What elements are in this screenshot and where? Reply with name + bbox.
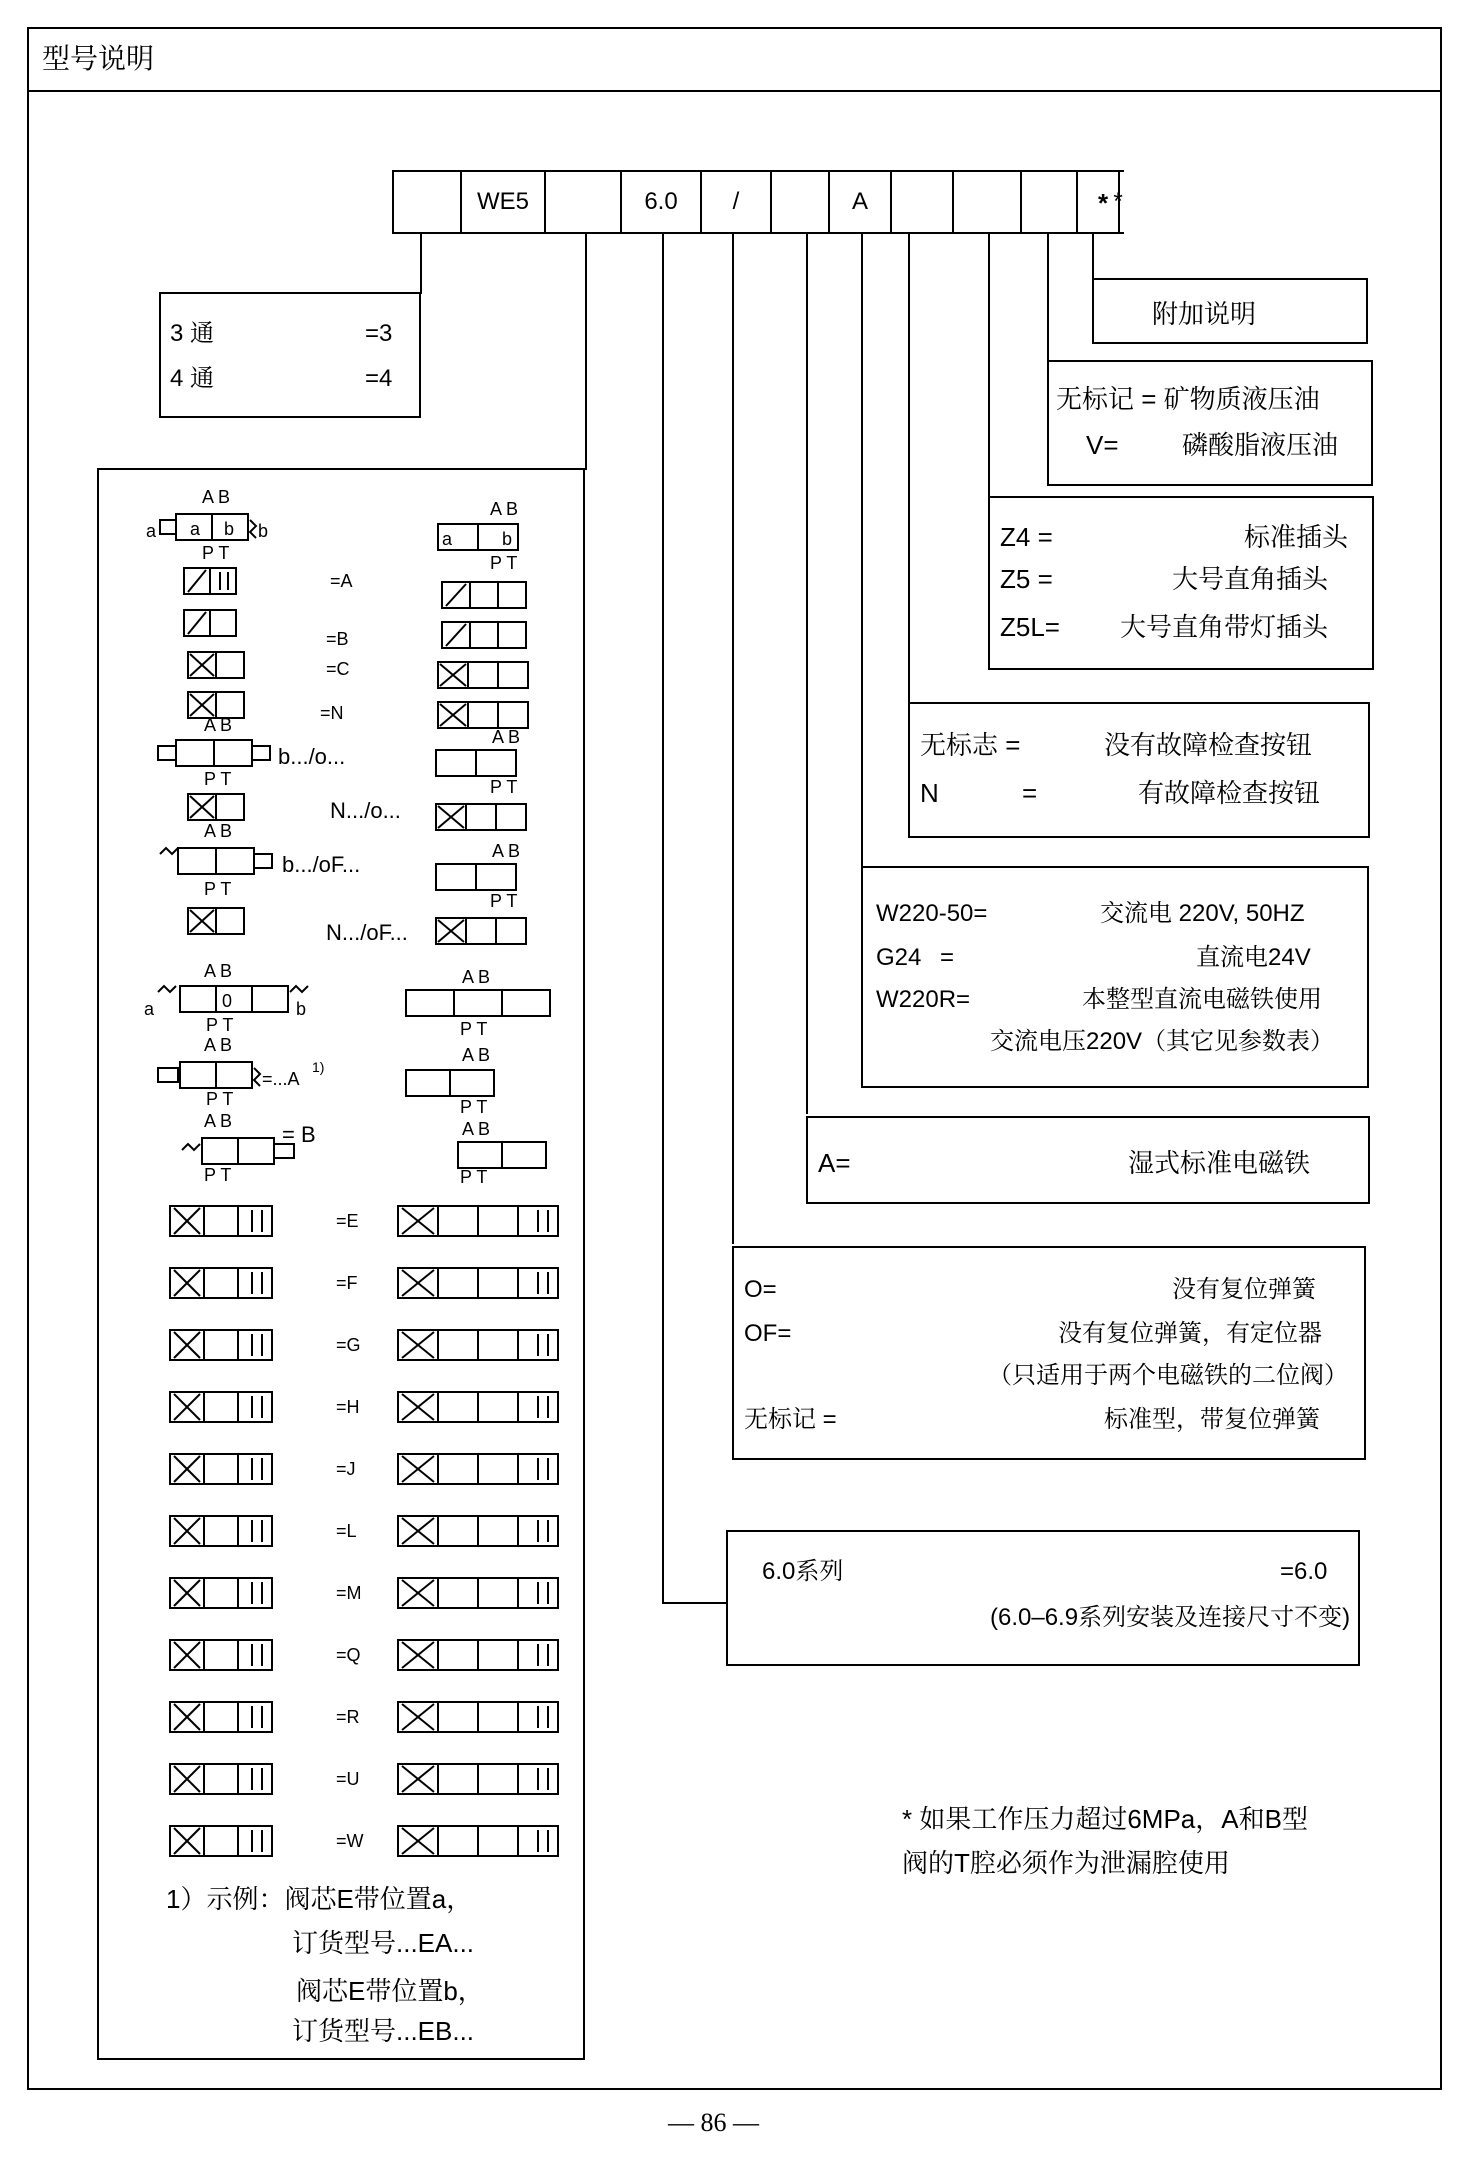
spool-symbol-right [396,1266,566,1300]
sym-a-label-4: a [144,999,155,1019]
override-row-2-eq: = [1022,778,1038,808]
spring-row-4-key: 无标记 = [744,1406,837,1433]
sym-pt-label-4r: P T [460,1019,488,1039]
valve-a-note: =...A [262,1069,300,1089]
sym-pt-label-3r: P T [490,891,518,911]
example-line-4: 订货型号...EB... [292,2016,475,2046]
ways-box [159,292,421,418]
code-cell-10 [1020,170,1078,234]
ways-4-value: =4 [365,365,393,392]
spool-symbol-b-r [440,620,530,650]
footnote-line-2: 阀的T腔必须作为泄漏腔使用 [902,1848,1230,1878]
spool-code: =E [336,1211,359,1231]
series-box [726,1530,1360,1666]
valve-a-sup: 1) [312,1059,325,1075]
sym-ab-label-6: A B [204,1111,233,1131]
spool-symbol-right [396,1762,566,1796]
sym-pt-label-5: P T [206,1089,234,1109]
solenoid-key: A= [818,1148,851,1178]
valve-symbol-o [156,738,280,768]
series-value: =6.0 [1280,1558,1328,1585]
spool-symbol-right [396,1514,566,1548]
override-row-1-key: 无标志 = [920,730,1021,760]
code-cell-9 [952,170,1022,234]
plug-z4-key: Z4 = [1000,522,1053,552]
sym-pt-label-2: P T [204,769,232,789]
plug-z5l-key: Z5L= [1000,612,1060,642]
code-cell-3 [544,170,622,234]
sym-b-label-4: b [296,999,307,1019]
voltage-row-4-value: 交流电压220V（其它见参数表） [990,1028,1335,1055]
sym-ab-label-5: A B [204,1035,233,1055]
series-note: (6.0–6.9系列安装及连接尺寸不变) [990,1604,1351,1631]
spool-code: =L [336,1521,357,1541]
spring-row-2-key: OF= [744,1320,792,1347]
spool-symbol-right [396,1204,566,1238]
fluid-row-2-value: 磷酸脂液压油 [1182,430,1339,460]
sym-pt-label-5r: P T [460,1097,488,1117]
voltage-row-2-key: G24 [876,944,922,971]
spool-symbol-left [168,1824,274,1858]
sym-b-label: b [258,521,269,541]
code-row-top [1076,170,1124,172]
spool-code: =M [336,1583,362,1603]
sym-pt-label-2r: P T [490,777,518,797]
spool-symbol-left [168,1266,274,1300]
spool-symbol-b [182,608,238,638]
code-cell-2: WE5 [460,170,546,234]
fluid-row-1: 无标记 = 矿物质液压油 [1056,384,1320,414]
voltage-row-2-eq: = [940,944,955,971]
voltage-row-3-value: 本整型直流电磁铁使用 [1082,986,1322,1013]
sym-ab-label-3r: A B [492,841,521,861]
valve-symbol-0b-r [456,1140,556,1170]
sym-zero-label-4: 0 [222,991,233,1011]
series-key: 6.0系列 [762,1558,844,1585]
code-cell-4: 6.0 [620,170,702,234]
code-cell-8 [890,170,954,234]
spool-nof-code: N.../oF... [326,920,408,945]
fluid-box [1047,360,1373,486]
code-row-bottom [1076,232,1124,234]
voltage-row-1-value: 交流电 220V, 50HZ [1100,900,1305,927]
sym-a-label: a [146,521,157,541]
spool-code: =W [336,1831,364,1851]
sym-a-inner-r: a [442,529,453,549]
spool-code: =G [336,1335,361,1355]
spool-symbol-right [396,1700,566,1734]
extra-notes-label: 附加说明 [1152,299,1257,329]
example-line-2: 订货型号...EA... [292,1928,475,1958]
sym-ab-label-2r: A B [492,727,521,747]
spool-symbol-left [168,1390,274,1424]
example-line-3: 阀芯E带位置b， [296,1976,484,2006]
sym-pt-label-6: P T [204,1165,232,1185]
spool-c-code: =C [326,659,350,679]
header-divider [27,90,1442,92]
spool-symbol-no [186,792,246,822]
ways-3-value: =3 [365,320,393,347]
plug-z5-key: Z5 = [1000,564,1053,594]
plug-z5l-value: 大号直角带灯插头 [1120,612,1329,642]
sym-ab-label: A B [202,487,231,507]
override-row-2-value: 有故障检查按钮 [1138,778,1321,808]
spool-symbol-n-r [436,700,532,730]
spool-symbol-left [168,1514,274,1548]
voltage-row-3-key: W220R= [876,986,971,1013]
spool-code: =R [336,1707,360,1727]
sym-ab-label-3: A B [204,821,233,841]
fluid-row-2-key: V= [1086,430,1119,460]
page-number: — 86 — [668,2108,759,2137]
sym-pt-label-r: P T [490,553,518,573]
footnote-line-1: * 如果工作压力超过6MPa，A和B型 [902,1804,1308,1834]
sym-pt-label-6r: P T [460,1167,488,1187]
ways-3-label: 3 通 [170,320,215,347]
override-row-1-value: 没有故障检查按钮 [1104,730,1313,760]
spool-symbol-right [396,1390,566,1424]
spool-n-code: =N [320,703,344,723]
spring-row-1-key: O= [744,1276,777,1303]
plug-z4-value: 标准插头 [1244,522,1349,552]
spool-b-code: =B [326,629,349,649]
valve-symbol-of-r [434,862,534,892]
page-title: 型号说明 [42,43,155,74]
override-box [908,702,1370,838]
spring-row-4-value: 标准型，带复位弹簧 [1104,1406,1320,1433]
spool-symbol-right [396,1452,566,1486]
sym-ab-label-6r: A B [462,1119,491,1139]
code-cell-1 [392,170,462,234]
spool-symbol-left [168,1452,274,1486]
valve-symbol-a0 [156,1060,276,1090]
sym-ab-label-r: A B [490,499,519,519]
code-cell-5: / [700,170,772,234]
sym-ab-label-2: A B [204,715,233,735]
sym-ab-label-5r: A B [462,1045,491,1065]
valve-of-code: b.../oF... [282,852,361,877]
sym-b-inner-r: b [502,529,513,549]
spool-symbol-a [182,566,238,596]
sym-pt-label-4: P T [206,1015,234,1035]
sym-pt-label-3: P T [204,879,232,899]
sym-b-inner: b [224,519,235,539]
voltage-row-1-key: W220-50= [876,900,988,927]
solenoid-value: 湿式标准电磁铁 [1128,1148,1311,1178]
spool-symbol-no-r [434,802,530,832]
valve-o-code: b.../o... [278,744,346,769]
spring-row-1-value: 没有复位弹簧 [1172,1276,1316,1303]
valve-symbol-of [158,846,282,876]
sym-ab-label-4r: A B [462,967,491,987]
spool-symbol-left [168,1576,274,1610]
code-cell-6 [770,170,830,234]
valve-symbol-a0-r [404,1068,504,1098]
voltage-row-2-value: 直流电24V [1196,944,1311,971]
code-asterisk: * [1098,188,1109,218]
spool-code: =H [336,1397,360,1417]
spool-symbol-left [168,1328,274,1362]
sym-ab-label-4: A B [204,961,233,981]
spool-symbol-left [168,1700,274,1734]
spring-row-2-value: 没有复位弹簧，有定位器 [1058,1320,1322,1347]
spool-symbol-c-r [436,660,532,690]
spool-code: =U [336,1769,360,1789]
spool-symbol-left [168,1204,274,1238]
valve-symbol-a0b-r [404,988,554,1018]
ways-4-label: 4 通 [170,365,215,392]
spool-symbol-right [396,1824,566,1858]
spool-no-code: N.../o... [330,798,401,823]
sym-a-inner: a [190,519,201,539]
spool-code: =J [336,1459,356,1479]
spool-symbol-right [396,1638,566,1672]
override-row-2-key: N [920,778,939,808]
code-cell-7: A [828,170,892,234]
spool-symbol-left [168,1638,274,1672]
sym-pt-label: P T [202,543,230,563]
valve-symbol-a0b [156,984,316,1014]
spool-symbol-right [396,1328,566,1362]
example-line-1: 1）示例：阀芯E带位置a， [166,1884,473,1914]
spool-symbol-right [396,1576,566,1610]
valve-symbol-o-r [434,748,534,778]
spool-symbol-nof [186,906,246,936]
spring-row-3-value: （只适用于两个电磁铁的二位阀） [988,1362,1348,1389]
valve-b-note: = B [282,1122,316,1147]
spool-symbol-nof-r [434,916,530,946]
spool-symbol-left [168,1762,274,1796]
spool-code: =F [336,1273,358,1293]
plug-z5-value: 大号直角插头 [1172,564,1329,594]
spool-symbol-c [186,650,246,680]
spool-a-code: =A [330,571,353,591]
spool-code: =Q [336,1645,361,1665]
spool-symbol-a-r [440,580,530,610]
